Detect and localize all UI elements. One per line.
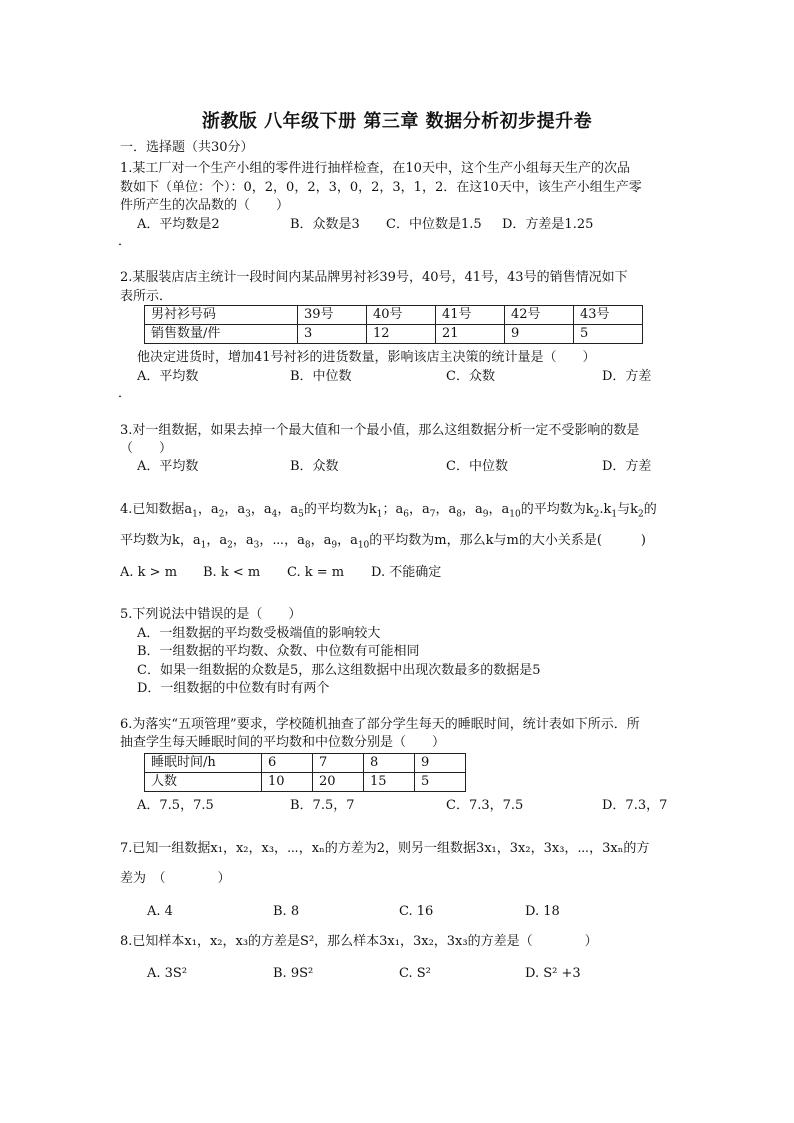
q7-stem-line-1: 7.已知一组数据x₁，x₂，x₃，⋯，xₙ的方差为2，则另一组数据3x₁，3x₂，3x₃，⋯，3xₙ的方 — [120, 841, 650, 856]
q2-option-d: D．方差 — [602, 369, 652, 384]
q4-option-c: C. k = m — [287, 565, 345, 580]
q4-text: 的平均数为k — [303, 502, 377, 517]
q2-option-b: B．中位数 — [290, 369, 352, 384]
table-cell: 42号 — [505, 306, 574, 325]
q4-text: 与k — [617, 502, 638, 517]
q5-option-c: C．如果一组数据的众数是5，那么这组数据中出现次数最多的数据是5 — [137, 663, 541, 678]
table-cell: 7 — [313, 754, 364, 773]
table-cell: 睡眠时间/h — [145, 754, 262, 773]
table-cell: 43号 — [574, 306, 643, 325]
q7-option-b: B. 8 — [273, 904, 300, 919]
table-row — [145, 773, 466, 792]
q4-text: 的平均数为k — [520, 502, 594, 517]
q1-stem-line-1: 1.某工厂对一个生产小组的零件进行抽样检查，在10天中，这个生产小组每天生产的次品 — [120, 161, 630, 176]
q2-option-a: A．平均数 — [137, 369, 199, 384]
q8-stem: 8.已知样本x₁，x₂，x₃的方差是S²，那么样本3x₁，3x₂，3x₃的方差是（ ） — [120, 934, 598, 949]
q5-stem: 5.下列说法中错误的是（ ） — [120, 607, 302, 622]
q6-option-c: C．7.3，7.5 — [446, 798, 524, 813]
q4-option-a: A. k > m — [120, 565, 178, 580]
table-cell: 销售数量/件 — [145, 325, 298, 344]
q6-option-a: A．7.5，7.5 — [137, 798, 214, 813]
table-cell: 9 — [505, 325, 574, 344]
q6-table — [144, 753, 466, 792]
table-cell: 9 — [415, 754, 466, 773]
table-row — [145, 306, 643, 325]
q1-dot: ． — [118, 234, 132, 249]
q7-option-c: C. 16 — [399, 904, 434, 919]
q4-stem-line-2: 平均数为k，$a_1$，$a_2$，$a_3$，⋯，$a_8$，$a_9$，$a_{10}$的平均数为m，那么k与m的大小关系是( ) — [120, 533, 646, 551]
q3-option-b: B．众数 — [290, 459, 339, 474]
q5-option-d: D．一组数据的中位数有时有两个 — [137, 681, 330, 696]
table-cell: 人数 — [145, 773, 262, 792]
q8-option-b: B. 9S² — [273, 966, 314, 981]
table-cell: 40号 — [367, 306, 436, 325]
table-cell: 12 — [367, 325, 436, 344]
q1-option-b: B．众数是3 — [290, 217, 360, 232]
table-cell: 5 — [415, 773, 466, 792]
q4-text: 的 — [643, 502, 657, 517]
q4-text: 4.已知数据a — [120, 502, 193, 517]
q8-option-d: D. S² +3 — [525, 966, 581, 981]
q2-table — [144, 305, 643, 344]
q4-option-b: B. k < m — [203, 565, 261, 580]
q6-option-b: B．7.5，7 — [290, 798, 355, 813]
page-title: 浙教版 八年级下册 第三章 数据分析初步提升卷 — [201, 111, 593, 132]
q2-stem-line-2: 表所示． — [120, 289, 173, 304]
q6-option-d: D．7.3，7 — [602, 798, 668, 813]
q3-option-c: C．中位数 — [446, 459, 508, 474]
q1-option-a: A．平均数是2 — [137, 217, 220, 232]
q4-text: 的平均数为m，那么k与m的大小关系是( ) — [369, 533, 646, 548]
section-heading: 一．选择题（共30分） — [120, 140, 254, 155]
q2-option-c: C．众数 — [446, 369, 495, 384]
q4-option-d: D. 不能确定 — [371, 565, 442, 580]
table-cell: 15 — [364, 773, 415, 792]
table-cell: 39号 — [298, 306, 367, 325]
q2-dot: ． — [118, 386, 132, 401]
q7-option-a: A. 4 — [147, 904, 173, 919]
table-cell: 21 — [436, 325, 505, 344]
q5-option-b: B．一组数据的平均数、众数、中位数有可能相同 — [137, 644, 420, 659]
q2-stem-line-1: 2.某服装店店主统计一段时间内某品牌男衬衫39号，40号，41号，43号的销售情况如下 — [120, 270, 628, 285]
q6-stem-line-2: 抽查学生每天睡眠时间的平均数和中位数分别是（ ） — [120, 735, 446, 750]
q8-option-c: C. S² — [399, 966, 431, 981]
table-cell: 41号 — [436, 306, 505, 325]
q7-option-d: D. 18 — [525, 904, 560, 919]
q5-option-a: A．一组数据的平均数受极端值的影响较大 — [137, 626, 381, 641]
table-row — [145, 754, 466, 773]
q1-option-d: D．方差是1.25 — [502, 217, 594, 232]
q4-stem-line-1: 4.已知数据$a_1$，$a_2$，$a_3$，$a_4$，$a_5$的平均数为$k_1$；$a_6$，$a_7$，$a_8$，$a_9$，$a_{10}$的平均数为$k_2.k_1$与$k_2$的 — [120, 502, 657, 520]
q1-stem-line-2: 数如下（单位：个）：0，2，0，2，3，0，2，3，1，2．在这10天中，该生产小组生产零 — [120, 180, 642, 195]
table-cell: 3 — [298, 325, 367, 344]
table-cell: 20 — [313, 773, 364, 792]
q8-option-a: A. 3S² — [147, 966, 188, 981]
q3-stem-line-1: 3.对一组数据，如果去掉一个最大值和一个最小值，那么这组数据分析一定不受影响的数是 — [120, 423, 640, 438]
q6-stem-line-1: 6.为落实“五项管理”要求，学校随机抽查了部分学生每天的睡眠时间，统计表如下所示．所 — [120, 717, 640, 732]
q1-stem-line-3: 件所产生的次品数的（ ） — [120, 198, 290, 213]
q1-option-c: C．中位数是1.5 — [386, 217, 482, 232]
table-cell: 10 — [262, 773, 313, 792]
q7-stem-line-2: 差为 （ ） — [120, 871, 231, 886]
table-cell: 6 — [262, 754, 313, 773]
q3-option-a: A．平均数 — [137, 459, 199, 474]
q3-stem-line-2: （ ） — [120, 441, 173, 456]
table-cell: 5 — [574, 325, 643, 344]
table-row — [145, 325, 643, 344]
q4-text: 平均数为k，a — [120, 533, 201, 548]
q3-option-d: D．方差 — [602, 459, 652, 474]
q2-stem-after: 他决定进货时，增加41号衬衫的进货数量，影响该店主决策的统计量是（ ） — [137, 350, 596, 365]
table-cell: 8 — [364, 754, 415, 773]
table-cell: 男衬衫号码 — [145, 306, 298, 325]
